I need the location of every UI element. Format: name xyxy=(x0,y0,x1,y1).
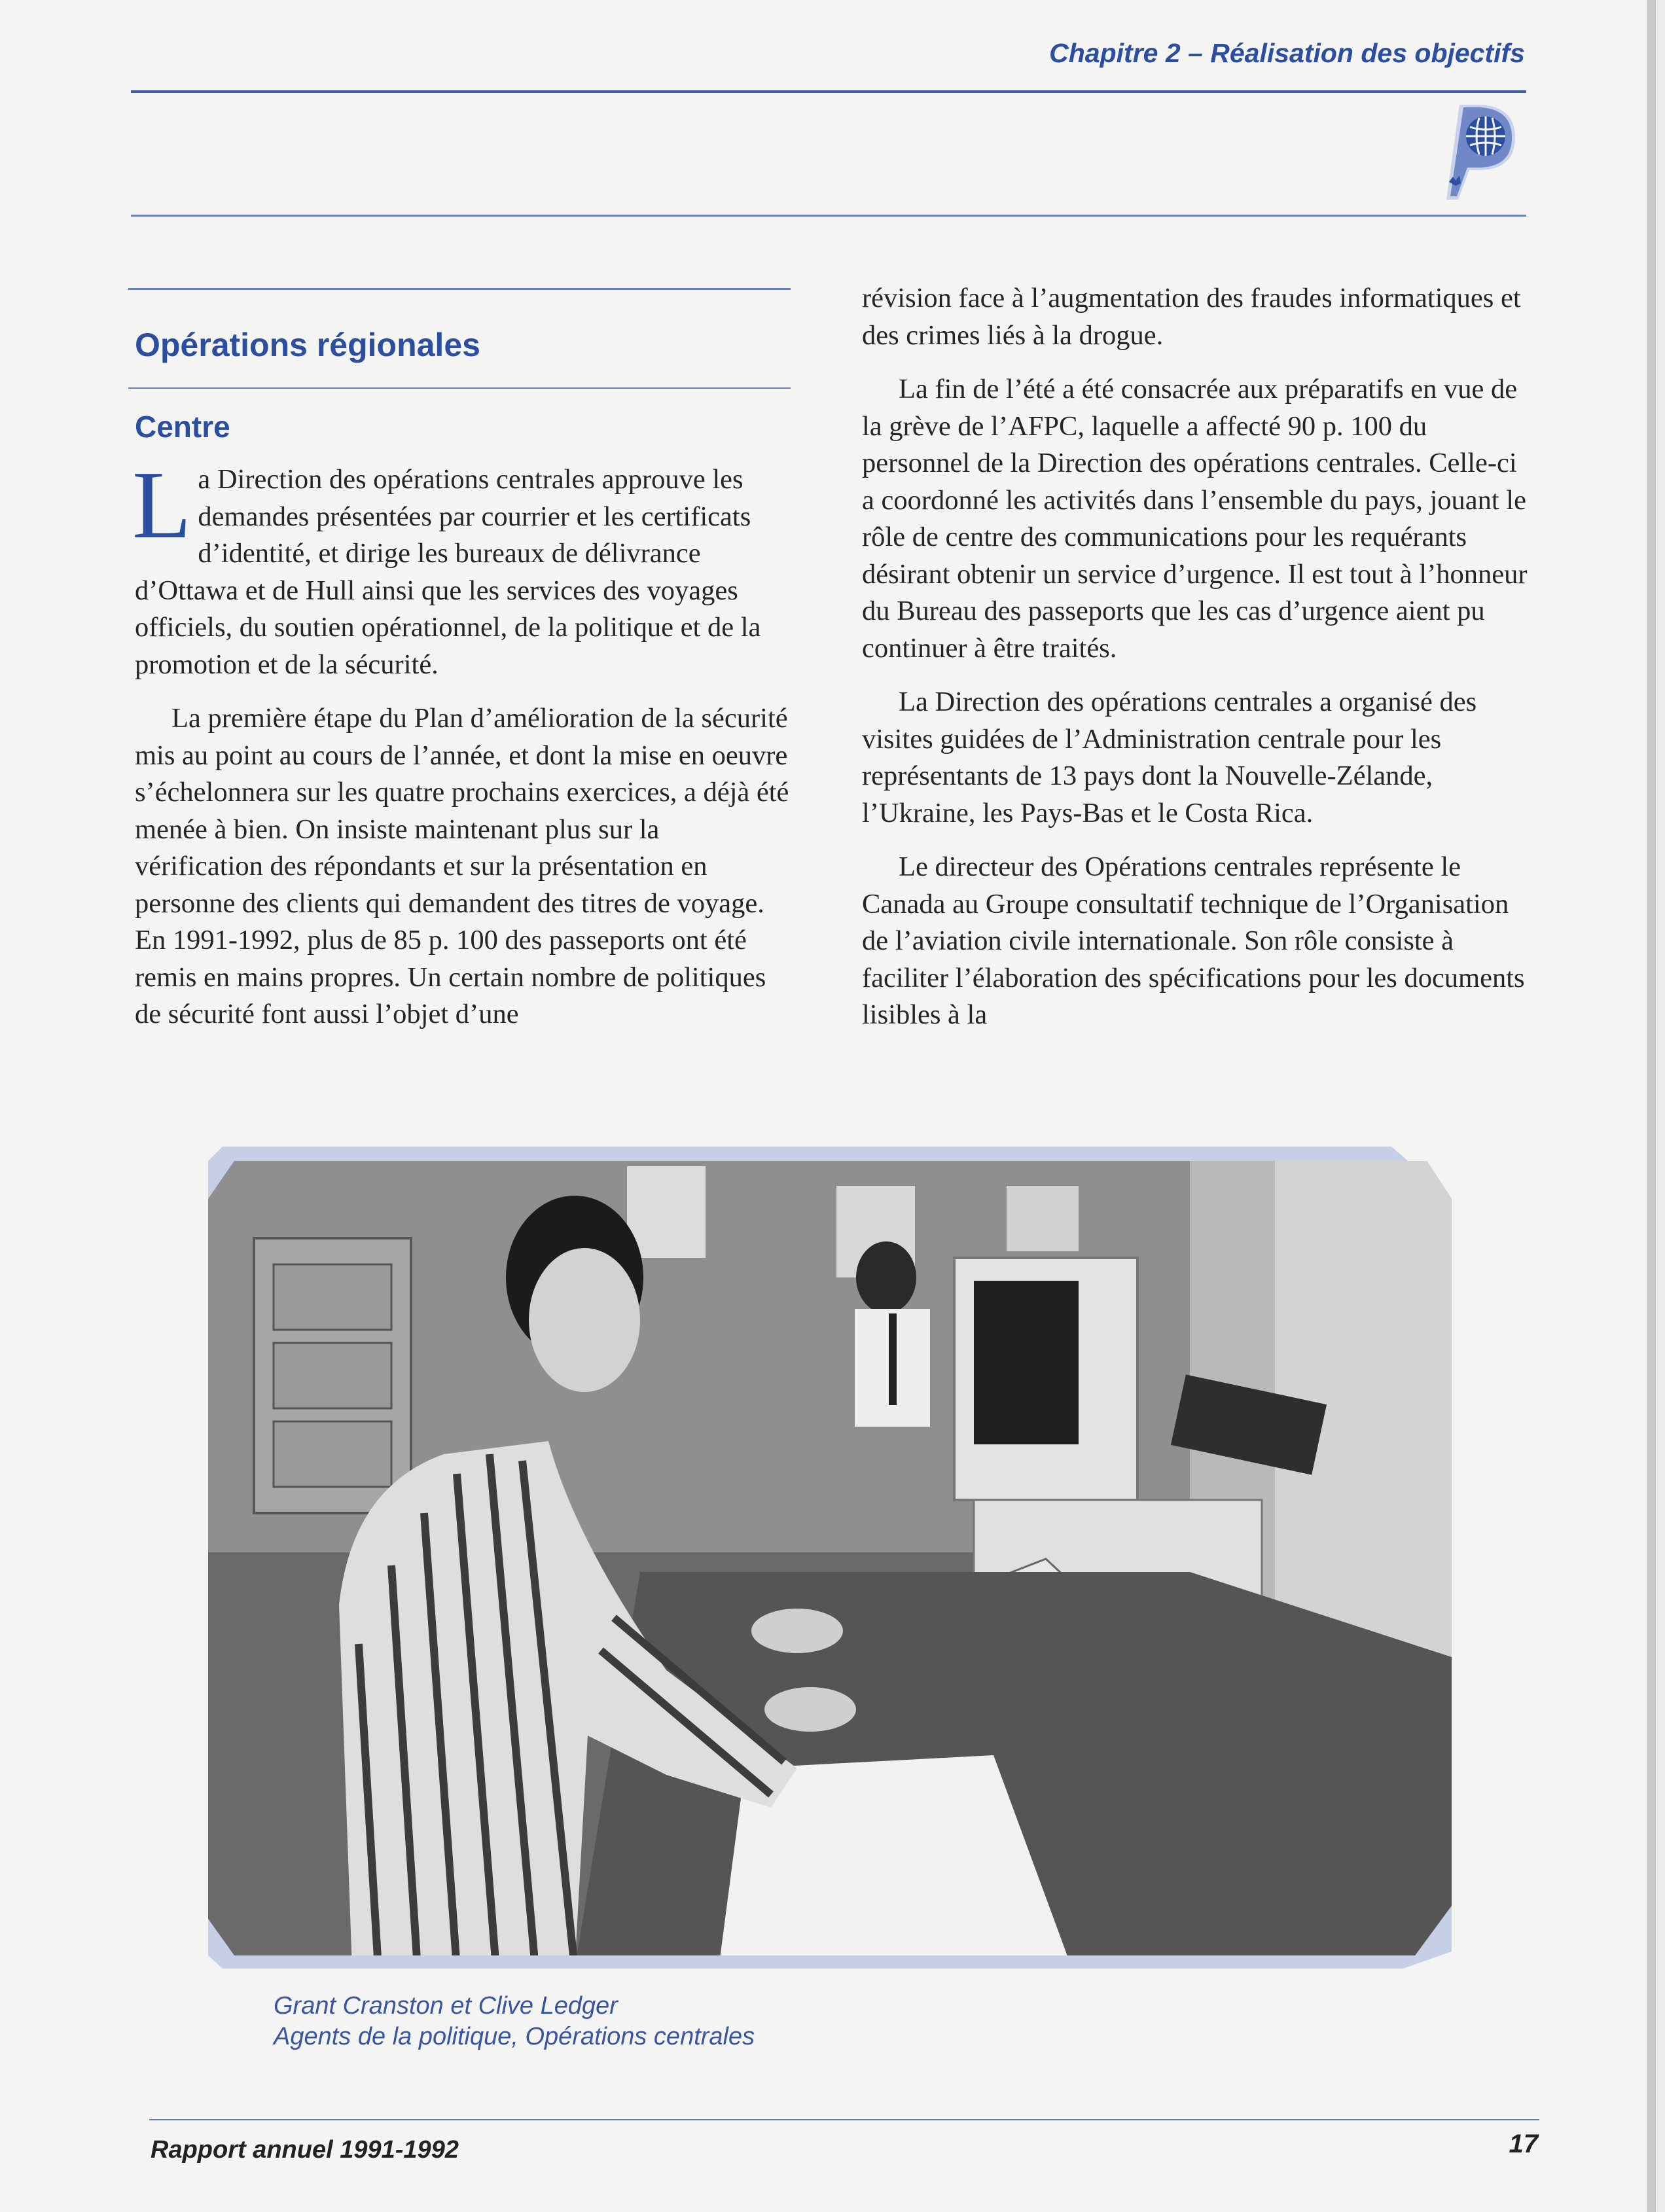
photo-caption xyxy=(274,1991,755,2052)
office-photo xyxy=(208,1147,1452,1969)
header-rule-top xyxy=(131,90,1526,93)
paragraph-security-plan: La première étape du Plan d’amélioration de la sécurité mis au point au cours de l’année, et dont la mise en oeuvre s’échelonnera sur les quatre prochains exercices, a déjà été menée à bien. On insiste maintenant plus sur la vérification des répondants et sur la présentation en personne des clients qui demandent des titres de voyage. En 1991-1992, plus de 85 p. 100 des passeports ont été remis en mains propres. Un certain nombre de politiques de sécurité font aussi l’objet d’une xyxy=(135,703,789,1029)
paragraph-tours: La Direction des opérations centrales a organisé des visites guidées de l’Administration centrale pour les représentants de 13 pays dont la Nouvelle-Zélande, l’Ukraine, les Pays-Bas et le Costa Rica. xyxy=(862,687,1477,829)
running-head: Chapitre 2 – Réalisation des objectifs xyxy=(1049,38,1525,68)
paragraph-icao: Le directeur des Opérations centrales représente le Canada au Groupe consultatif technique de l’Organisation de l’aviation civile internationale. Son rôle consiste à faciliter l’élaboration des spécifications pour les documents lisibles à la xyxy=(862,851,1525,1030)
dropcap: L xyxy=(132,452,192,559)
paragraph-intro-text: a Direction des opérations centrales approuve les demandes présentées par courrier et les certificats d’identité, et dirige les bureaux de délivrance d’Ottawa et de Hull ainsi que les services des voyages officiels, du soutien opérationnel, de la politique et de la promotion et de la sécurité. xyxy=(135,464,761,680)
section-rule-top xyxy=(128,288,791,290)
caption-titles: Agents de la politique, Opérations centrales xyxy=(274,2023,755,2050)
page-number: 17 xyxy=(1509,2130,1538,2158)
paragraph-continued: révision face à l’augmentation des fraudes informatiques et des crimes liés à la drogue. xyxy=(862,283,1521,351)
section-title: Opérations régionales xyxy=(135,327,480,363)
paragraph-intro xyxy=(132,452,789,683)
paragraph-strike: La fin de l’été a été consacrée aux préparatifs en vue de la grève de l’AFPC, laquelle a affecté 90 p. 100 du personnel de la Direction des opérations centrales. Celle-ci a coordonné les activités dans l’ensemble du pays, jouant le rôle de centre des communications pour les requérants désirant obtenir un service d’urgence. Il est tout à l’honneur du Bureau des passeports que les cas d’urgence aient pu continuer à être traités. xyxy=(862,374,1528,664)
left-column xyxy=(132,452,789,1033)
caption-names: Grant Cranston et Clive Ledger xyxy=(274,1992,618,2020)
section-rule-bottom xyxy=(128,387,791,389)
page-edge xyxy=(1647,0,1656,2212)
subsection-title: Centre xyxy=(135,410,230,444)
header-rule-bottom xyxy=(131,215,1526,217)
footer-report-title: Rapport annuel 1991-1992 xyxy=(151,2136,459,2164)
footer-rule xyxy=(149,2119,1539,2120)
passport-canada-logo-icon xyxy=(1433,98,1525,203)
right-column xyxy=(862,280,1530,1034)
